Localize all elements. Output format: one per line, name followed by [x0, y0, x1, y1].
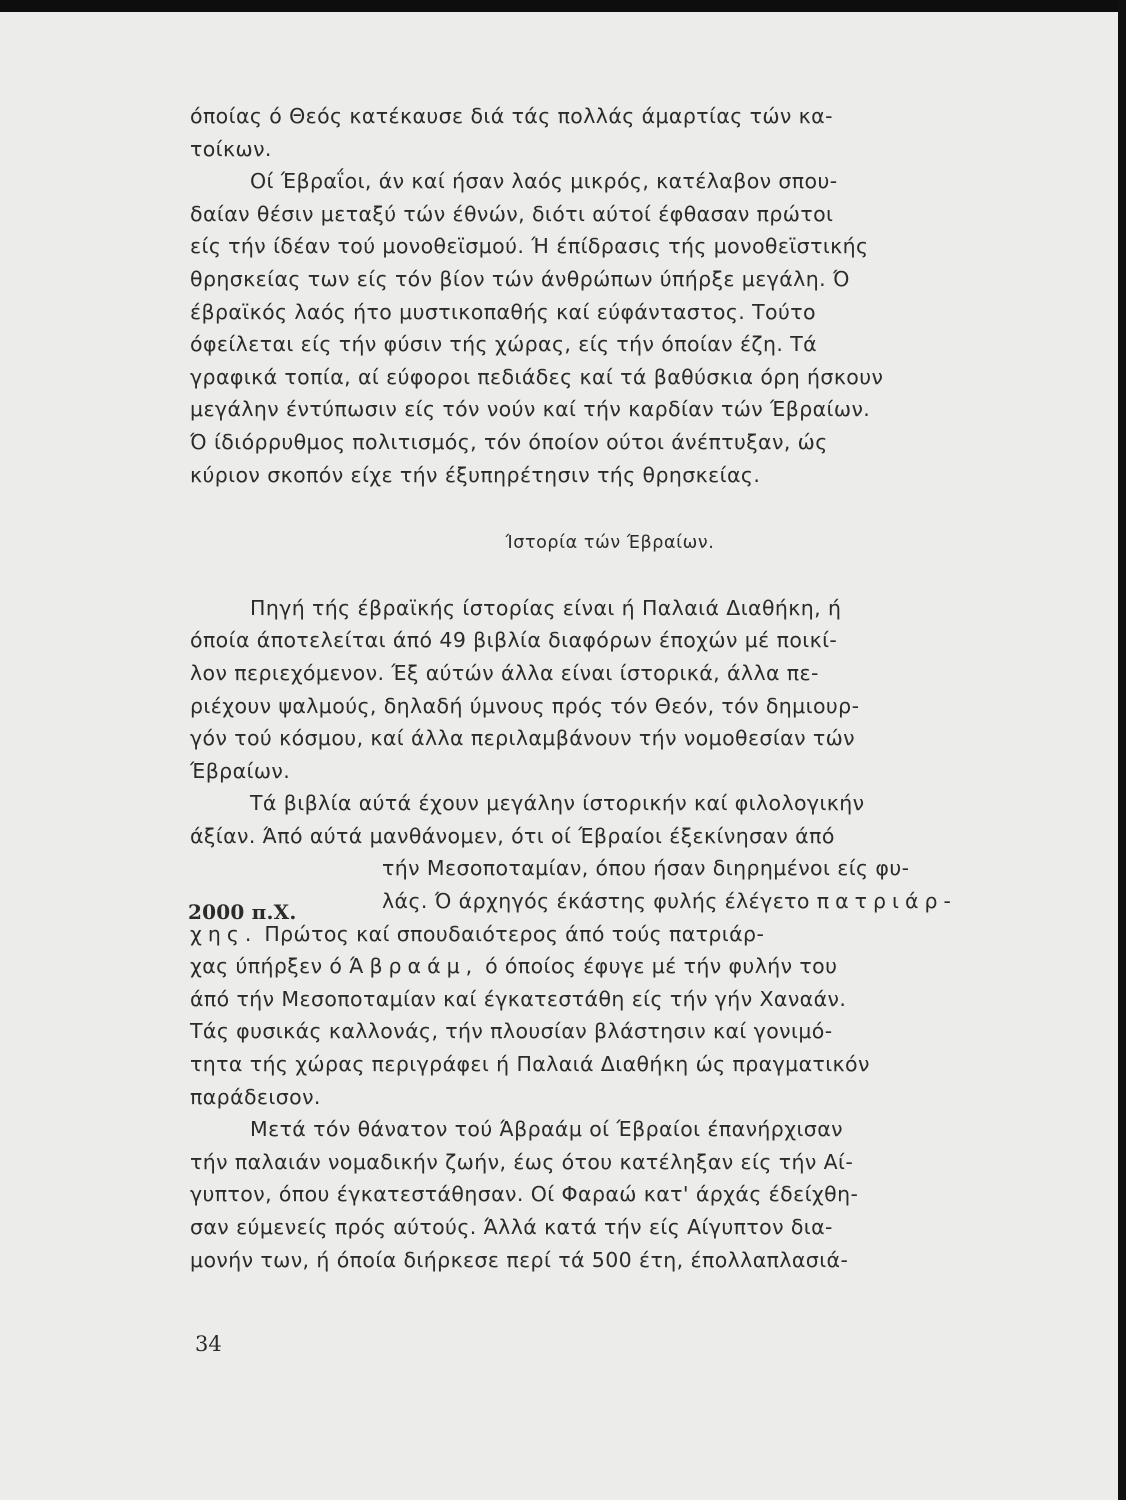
- text-line: [190, 922, 764, 946]
- text-line: τήν Μεσοποταμίαν, όπου ήσαν διηρημένοι είς φυ-: [382, 856, 910, 881]
- text-line: [190, 954, 837, 978]
- text-fragment: χας ύπήρξεν ό: [190, 954, 343, 979]
- paragraph-old-testament: [190, 592, 1030, 788]
- paragraph-egypt: [190, 1113, 1030, 1276]
- text-line: τήν παλαιάν νομαδικήν ζωήν, έως ότου κατέληξαν είς τήν Αί-: [190, 1149, 854, 1174]
- text-line: ριέχουν ψαλμούς, δηλαδή ύμνους πρός τόν Θεόν, τόν δημιουρ-: [190, 693, 860, 718]
- text-fragment: Πρώτος καί σπουδαιότερος άπό τούς πατριάρ-: [264, 921, 765, 946]
- text-line: Ό ίδιόρρυθμος πολιτισμός, τόν όποίον ούτοι άνέπτυξαν, ώς: [190, 429, 828, 454]
- scan-border-right: [1118, 0, 1126, 1500]
- text-line: μεγάλην έντύπωσιν είς τόν νούν καί τήν καρδίαν τών Έβραίων.: [190, 397, 871, 422]
- paragraph-hebrews-monotheism: [190, 165, 1030, 491]
- spaced-word: χης.: [190, 921, 258, 946]
- spaced-word: πατριάρ-: [816, 889, 957, 914]
- text-line: όποίας ό Θεός κατέκαυσε διά τάς πολλάς άμαρτίας τών κα-: [190, 104, 833, 128]
- text-line: τητα τής χώρας περιγράφει ή Παλαιά Διαθήκη ώς πραγματικόν: [190, 1052, 870, 1077]
- text-line: Έβραίων.: [190, 758, 291, 783]
- text-line: σαν εύμενείς πρός αύτούς. Άλλά κατά τήν είς Αίγυπτον δια-: [190, 1215, 833, 1239]
- text-fragment: ό όποίος έφυγε μέ τήν φυλήν του: [485, 954, 838, 979]
- text-line: Τά βιβλία αύτά έχουν μεγάλην ίστορικήν καί φιλολογικήν: [250, 791, 865, 816]
- text-line: θρησκείας των είς τόν βίον τών άνθρώπων ύπήρξε μεγάλη. Ό: [190, 266, 850, 291]
- page-number: 34: [195, 1332, 222, 1356]
- text-line: [190, 885, 957, 918]
- section-heading: Ίστορία τών Έβραίων.: [505, 533, 715, 554]
- text-line: είς τήν ίδέαν τού μονοθεϊσμού. Ή έπίδρασις τής μονοθεϊστικής: [190, 234, 869, 259]
- text-line: άπό τήν Μεσοποταμίαν καί έγκατεστάθη είς τήν γήν Χαναάν.: [190, 986, 847, 1011]
- text-line: μονήν των, ή όποία διήρκεσε περί τά 500 έτη, έπολλαπλασιά-: [190, 1247, 849, 1272]
- text-line: παράδεισον.: [190, 1084, 321, 1109]
- paragraph-intro: [190, 100, 1030, 165]
- body-text: [190, 100, 1030, 1276]
- text-line: Πηγή τής έβραϊκής ίστορίας είναι ή Παλαιά Διαθήκη, ή: [250, 595, 842, 620]
- spaced-word: Άβραάμ,: [349, 954, 479, 979]
- text-line: γυπτον, όπου έγκατεστάθησαν. Οί Φαραώ κατ' άρχάς έδείχθη-: [190, 1182, 859, 1207]
- text-line: όφείλεται είς τήν φύσιν τής χώρας, είς τήν όποίαν έζη. Τά: [190, 332, 818, 357]
- text-line: γόν τού κόσμου, καί άλλα περιλαμβάνουν τήν νομοθεσίαν τών: [190, 726, 856, 751]
- text-line: κύριον σκοπόν είχε τήν έξυπηρέτησιν τής θρησκείας.: [190, 462, 761, 487]
- text-line: Οί Έβραΐοι, άν καί ήσαν λαός μικρός, κατέλαβον σπου-: [250, 169, 838, 194]
- text-line: Τάς φυσικάς καλλονάς, τήν πλουσίαν βλάστησιν καί γονιμό-: [190, 1019, 833, 1044]
- paragraph-patriarchs: [190, 787, 1030, 1113]
- text-fragment: λάς. Ό άρχηγός έκάστης φυλής έλέγετο: [382, 889, 810, 914]
- text-line: έβραϊκός λαός ήτο μυστικοπαθής καί εύφάνταστος. Τούτο: [190, 299, 816, 324]
- text-line: όποία άποτελείται άπό 49 βιβλία διαφόρων έποχών μέ ποικί-: [190, 628, 838, 653]
- text-line: λον περιεχόμενον. Έξ αύτών άλλα είναι ίστορικά, άλλα πε-: [190, 660, 819, 685]
- text-line: τοίκων.: [190, 136, 272, 161]
- text-line: δαίαν θέσιν μεταξύ τών έθνών, διότι αύτοί έφθασαν πρώτοι: [190, 201, 834, 226]
- margin-date-note: 2000 π.Χ.: [188, 900, 297, 924]
- text-line: Μετά τόν θάνατον τού Άβραάμ οί Έβραίοι έπανήρχισαν: [250, 1117, 843, 1142]
- text-line: γραφικά τοπία, αί εύφοροι πεδιάδες καί τά βαθύσκια όρη ήσκουν: [190, 364, 884, 389]
- scan-border-top: [0, 0, 1126, 12]
- text-line: άξίαν. Άπό αύτά μανθάνομεν, ότι οί Έβραίοι έξεκίνησαν άπό: [190, 823, 835, 848]
